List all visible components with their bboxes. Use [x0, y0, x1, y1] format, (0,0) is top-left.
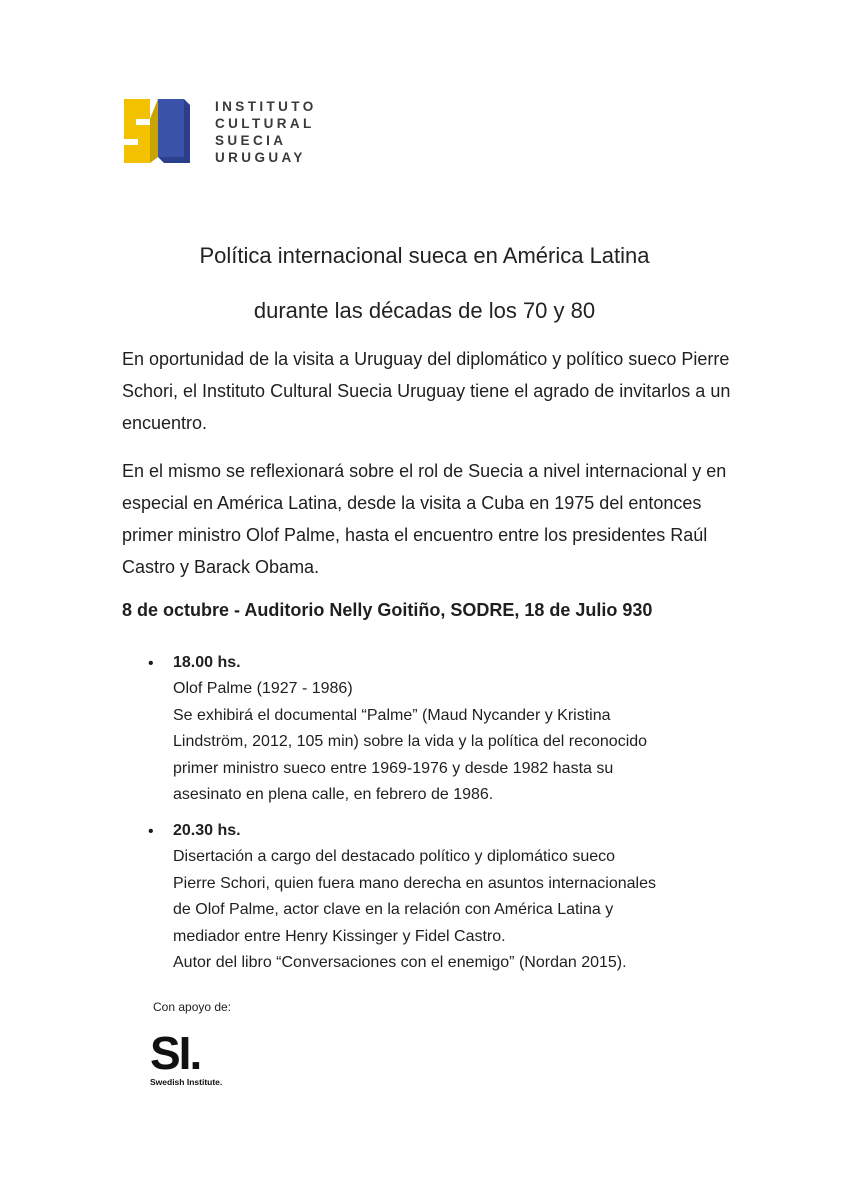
icsu-logo [122, 97, 352, 167]
program-line: Lindström, 2012, 105 min) sobre la vida y la política del reconocido [173, 733, 648, 751]
program-line: asesinato en plena calle, en febrero de 1986. [173, 786, 494, 804]
program-line: Se exhibirá el documental “Palme” (Maud Nycander y Kristina [173, 706, 611, 724]
bullet-icon: • [148, 655, 154, 672]
program-time: 18.00 hs. [173, 654, 241, 671]
si-logo-name: Swedish Institute. [150, 1077, 223, 1087]
intro-paragraph: En oportunidad de la visita a Uruguay del diplomático y político sueco Pierre Schori, el Instituto Cultural Suecia Uruguay tiene el agrado de invitarlos a un encuentro. [122, 349, 731, 433]
si-logo-mark: SI. [150, 1027, 201, 1079]
event-date-location: 8 de octubre - Auditorio Nelly Goitiño, SODRE, 18 de Julio 930 [122, 600, 653, 620]
program-line: Pierre Schori, quien fuera mano derecha en asuntos internacionales [173, 874, 656, 892]
program-line: primer ministro sueco entre 1969-1976 y desde 1982 hasta su [173, 759, 614, 777]
bullet-icon: • [148, 823, 154, 840]
program-line: mediador entre Henry Kissinger y Fidel Castro. [173, 927, 506, 945]
program-line: Disertación a cargo del destacado político y diplomático sueco [173, 848, 616, 866]
page-title-line-1: Política internacional sueca en América Latina [199, 243, 650, 268]
support-label: Con apoyo de: [153, 1000, 232, 1014]
program-line: de Olof Palme, actor clave en la relación con América Latina y [173, 901, 614, 919]
program-line: Autor del libro “Conversaciones con el enemigo” (Nordan 2015). [173, 954, 627, 972]
program-time: 20.30 hs. [173, 822, 241, 839]
context-paragraph: En el mismo se reflexionará sobre el rol de Suecia a nivel internacional y en especial en América Latina, desde la visita a Cuba en 1975 del entonces primer ministro Olof Palme, hasta el encuentro entre los presidentes Raúl Castro y Barack Obama. [122, 461, 727, 577]
logo-line-2: CULTURAL [215, 116, 315, 131]
logo-line-3: SUECIA [215, 133, 287, 148]
icsu-logo-text [215, 98, 317, 166]
page-title-line-2: durante las décadas de los 70 y 80 [253, 298, 596, 323]
program-line: Olof Palme (1927 - 1986) [173, 680, 353, 698]
swedish-institute-logo [150, 1027, 223, 1087]
icsu-logo-mark-icon [122, 97, 194, 165]
logo-line-1: INSTITUTO [215, 99, 317, 114]
logo-line-4: URUGUAY [215, 150, 306, 165]
